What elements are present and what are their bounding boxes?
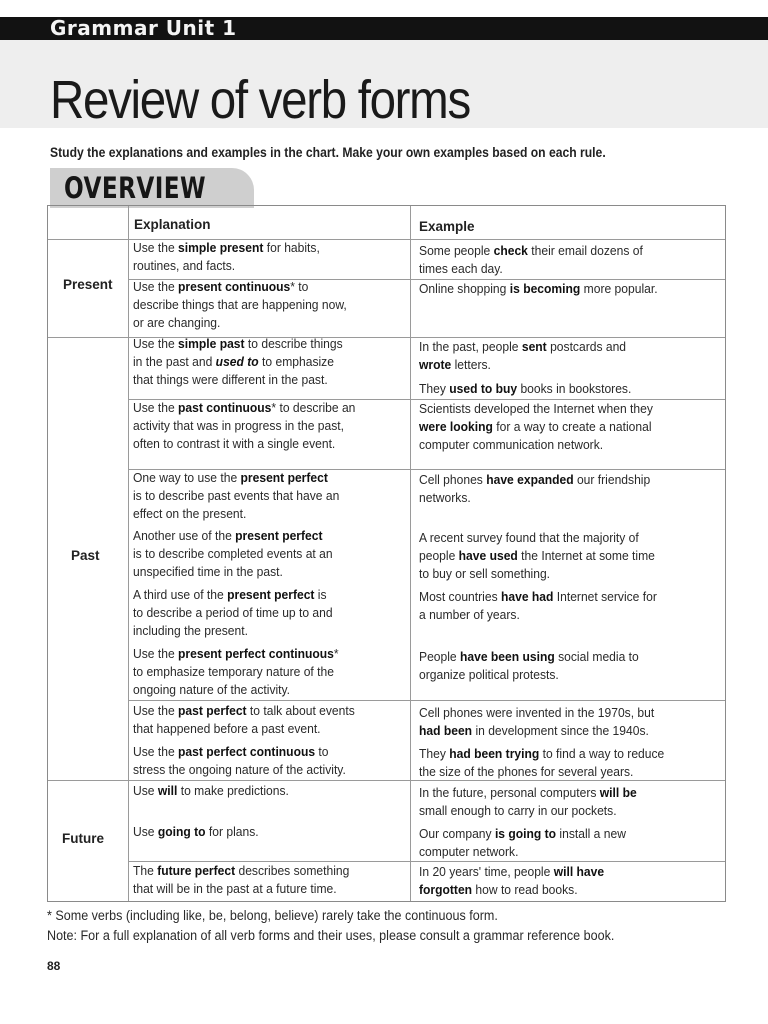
example-header: Example xyxy=(419,219,475,234)
explanation-cell: One way to use the present perfect is to describe past events that have an effect on the present. xyxy=(133,470,340,521)
explanation-cell: Use going to for plans. xyxy=(133,824,259,839)
tense-label-present: Present xyxy=(63,277,113,292)
table-rule xyxy=(128,700,725,701)
instructions: Study the explanations and examples in the chart. Make your own examples based on each rule. xyxy=(50,145,606,160)
explanation-cell: Use the simple present for habits, routines, and facts. xyxy=(133,240,320,273)
example-cell: In the future, personal computers will be small enough to carry in our pockets. xyxy=(419,785,637,818)
example-cell: A recent survey found that the majority of people have used the Internet at some time to buy or sell something. xyxy=(419,530,655,581)
page-number: 88 xyxy=(47,959,61,973)
example-cell: In the past, people sent postcards and wrote letters. xyxy=(419,339,627,372)
explanation-cell: Use the present perfect continuous* to emphasize temporary nature of the ongoing nature of the activity. xyxy=(133,646,339,697)
example-cell: Cell phones have expanded our friendship networks. xyxy=(419,472,651,505)
overview-label: OVERVIEW xyxy=(64,171,206,205)
example-cell: Our company is going to install a new computer network. xyxy=(419,826,626,859)
table-rule xyxy=(128,206,129,901)
example-cell: They had been trying to find a way to reduce the size of the phones for several years. xyxy=(419,746,665,779)
explanation-cell: Use the past continuous* to describe an activity that was in progress in the past, often to contrast it with a single event. xyxy=(133,400,356,451)
example-cell: They used to buy books in bookstores. xyxy=(419,381,632,396)
example-cell: Online shopping is becoming more popular. xyxy=(419,281,658,296)
example-cell: Scientists developed the Internet when they were looking for a way to create a national computer communication network. xyxy=(419,401,653,452)
example-cell: Some people check their email dozens of times each day. xyxy=(419,243,643,276)
footnote: * Some verbs (including like, be, belong, believe) rarely take the continuous form. xyxy=(47,908,498,923)
page-title: Review of verb forms xyxy=(50,70,470,130)
explanation-cell: Another use of the present perfect is to describe completed events at an unspecified time in the past. xyxy=(133,528,333,579)
table-rule xyxy=(410,206,411,901)
example-cell: People have been using social media to organize political protests. xyxy=(419,649,639,682)
note: Note: For a full explanation of all verb forms and their uses, please consult a grammar reference book. xyxy=(47,928,615,943)
explanation-cell: Use will to make predictions. xyxy=(133,783,289,798)
example-cell: Most countries have had Internet service for a number of years. xyxy=(419,589,657,622)
example-cell: Cell phones were invented in the 1970s, but had been in development since the 1940s. xyxy=(419,705,655,738)
explanation-cell: Use the simple past to describe things in the past and used to to emphasize that things were different in the past. xyxy=(133,336,343,387)
explanation-cell: A third use of the present perfect is to describe a period of time up to and including the present. xyxy=(133,587,333,638)
tense-label-past: Past xyxy=(71,548,100,563)
example-cell: In 20 years' time, people will have forgotten how to read books. xyxy=(419,864,605,897)
tense-label-future: Future xyxy=(62,831,104,846)
explanation-cell: Use the present continuous* to describe things that are happening now, or are changing. xyxy=(133,279,347,330)
explanation-header: Explanation xyxy=(134,217,211,232)
unit-label: Grammar Unit 1 xyxy=(50,16,237,40)
explanation-cell: Use the past perfect to talk about events that happened before a past event. xyxy=(133,703,355,736)
explanation-cell: Use the past perfect continuous to stress the ongoing nature of the activity. xyxy=(133,744,346,777)
explanation-cell: The future perfect describes something that will be in the past at a future time. xyxy=(133,863,350,896)
